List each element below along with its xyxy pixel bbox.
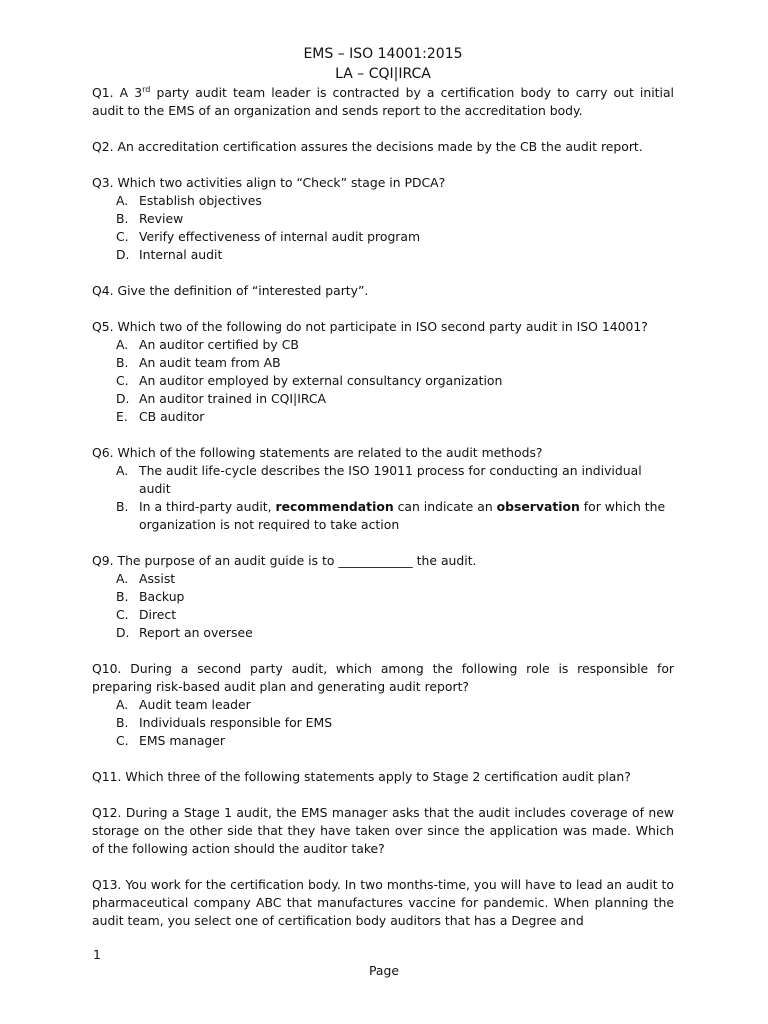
option-letter: C.	[116, 733, 129, 748]
option-letter: D.	[116, 247, 130, 262]
option-text: can indicate an	[393, 499, 497, 514]
option-text: Assist	[139, 571, 176, 586]
option-text: An audit team from AB	[139, 355, 281, 370]
option	[92, 732, 674, 750]
option	[92, 372, 674, 390]
page-label: Page	[369, 963, 399, 978]
option	[92, 498, 674, 534]
question-9-options	[92, 570, 674, 642]
bold-term: observation	[496, 499, 580, 514]
option-letter: C.	[116, 607, 129, 622]
option-text: Review	[139, 211, 184, 226]
option-letter: E.	[116, 409, 128, 424]
option	[92, 228, 674, 246]
question-4: Q4. Give the definition of “interested party”.	[92, 283, 369, 298]
option-text: Verify effectiveness of internal audit program	[139, 229, 421, 244]
option-letter: B.	[116, 355, 129, 370]
question-11: Q11. Which three of the following statements apply to Stage 2 certification audit plan?	[92, 769, 631, 784]
option-letter: D.	[116, 391, 130, 406]
option-letter: A.	[116, 463, 129, 478]
option-text: The audit life-cycle describes the ISO 19011 process for conducting an individual audit	[139, 463, 642, 496]
option	[92, 408, 674, 426]
question-10-options	[92, 696, 674, 750]
option-letter: B.	[116, 211, 129, 226]
option	[92, 210, 674, 228]
option	[92, 696, 674, 714]
option-letter: C.	[116, 229, 129, 244]
option	[92, 192, 674, 210]
option-text: Individuals responsible for EMS	[139, 715, 333, 730]
q1-text-end: party audit team leader is contracted by a certification body to carry out initial audit to the EMS of an organization and sends report to the accreditation body.	[92, 85, 674, 118]
option-text: An auditor trained in CQI|IRCA	[139, 391, 327, 406]
option-text: Audit team leader	[139, 697, 251, 712]
question-9: Q9. The purpose of an audit guide is to ____________ the audit.	[92, 553, 477, 568]
option-letter: A.	[116, 571, 129, 586]
option-text: Backup	[139, 589, 185, 604]
option	[92, 606, 674, 624]
option-text: Establish objectives	[139, 193, 262, 208]
option-letter: A.	[116, 337, 129, 352]
option-letter: A.	[116, 193, 129, 208]
question-13: Q13. You work for the certification body. In two months-time, you will have to lead an audit to pharmaceutical company ABC that manufactures vaccine for pandemic. When planning the audit team, you select one of certification body auditors that has a Degree and	[92, 877, 674, 928]
option-letter: C.	[116, 373, 129, 388]
option	[92, 570, 674, 588]
question-3-options	[92, 192, 674, 264]
option	[92, 624, 674, 642]
document-title: EMS – ISO 14001:2015	[303, 46, 463, 62]
question-6-options	[92, 462, 674, 534]
option	[92, 246, 674, 264]
question-5-options	[92, 336, 674, 426]
option-letter: D.	[116, 625, 130, 640]
option	[92, 354, 674, 372]
option-text: CB auditor	[139, 409, 205, 424]
question-10: Q10. During a second party audit, which among the following role is responsible for preparing risk-based audit plan and generating audit report?	[92, 661, 674, 694]
q1-superscript: rd	[142, 84, 151, 94]
option-text: Direct	[139, 607, 177, 622]
option-letter: B.	[116, 499, 129, 514]
question-2: Q2. An accreditation certification assures the decisions made by the CB the audit report.	[92, 139, 643, 154]
option	[92, 390, 674, 408]
option	[92, 462, 674, 498]
option-letter: B.	[116, 589, 129, 604]
question-6: Q6. Which of the following statements are related to the audit methods?	[92, 445, 543, 460]
q1-text-start: Q1. A 3	[92, 85, 143, 100]
option-text: EMS manager	[139, 733, 226, 748]
option	[92, 588, 674, 606]
option-text: Internal audit	[139, 247, 223, 262]
option-letter: A.	[116, 697, 129, 712]
bold-term: recommendation	[275, 499, 394, 514]
question-1	[92, 84, 674, 120]
document-page	[92, 44, 674, 930]
option-text: for which the organization is not required to take action	[139, 499, 666, 532]
question-12: Q12. During a Stage 1 audit, the EMS manager asks that the audit includes coverage of new storage on the other side that they have taken over since the application was made. Which of the following action should the auditor take?	[92, 805, 674, 856]
option	[92, 336, 674, 354]
question-5: Q5. Which two of the following do not participate in ISO second party audit in ISO 14001?	[92, 319, 648, 334]
document-subtitle: LA – CQI|IRCA	[335, 66, 431, 82]
option-text: An auditor employed by external consultancy organization	[139, 373, 503, 388]
option-text: An auditor certified by CB	[139, 337, 299, 352]
option-letter: B.	[116, 715, 129, 730]
option-text: In a third-party audit,	[139, 499, 276, 514]
question-3: Q3. Which two activities align to “Check” stage in PDCA?	[92, 175, 446, 190]
option-text: Report an oversee	[139, 625, 253, 640]
page-number: 1	[93, 947, 101, 962]
option	[92, 714, 674, 732]
